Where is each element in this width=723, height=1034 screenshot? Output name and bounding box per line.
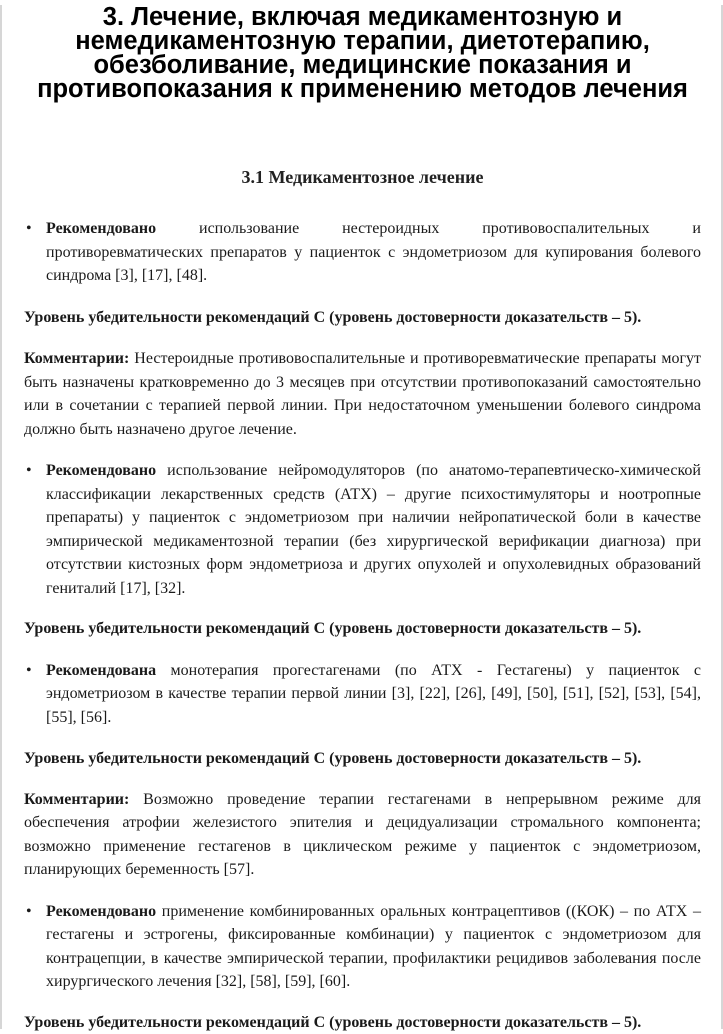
recommendation-item: [24, 459, 701, 600]
recommendation-body: использование нестероидных противовоспалительных и противоревматических препаратов у пациенток с эндометриозом для купирования болевого синдрома [3], [17], [48].: [46, 220, 701, 284]
document-page: [0, 5, 723, 1029]
recommendation-lead: Рекомендовано: [46, 220, 156, 237]
subsection-heading: 3.1 Медикаментозное лечение: [24, 167, 701, 188]
recommendation-item: [24, 217, 701, 288]
bullet-icon: •: [24, 900, 46, 994]
recommendation-item: [24, 900, 701, 994]
comment-body: Нестероидные противовоспалительные и противоревматические препараты могут быть назначены кратковременно до 3 месяцев при отсутствии противопоказаний самостоятельно или в сочетании с терапией первой линии. При недостаточном уменьшении болевого синдрома должно быть назначено другое лечение.: [24, 350, 701, 438]
comment-lead: Комментарии:: [24, 350, 129, 367]
recommendation-item: [24, 659, 701, 730]
comment-lead: Комментарии:: [24, 791, 129, 808]
bullet-icon: •: [24, 659, 46, 730]
recommendation-body: использование нейромодуляторов (по анатомо-терапевтическо-химической классификации лекарственных средств (АТХ) – другие психостимуляторы и ноотропные препараты) у пациенток с эндометриозом при наличии нейропатической боли в качестве эмпирической медикаментозной терапии (без хирургической верификации диагноза) при отсутствии кистозных форм эндометриоза и других опухолей и опухолевидных образований гениталий [17], [32].: [46, 462, 701, 597]
recommendation-lead: Рекомендовано: [46, 903, 156, 920]
recommendation-text: [46, 900, 701, 994]
recommendation-body: применение комбинированных оральных контрацептивов ((КОК) – по АТХ – гестагены и эстрогены, фиксированные комбинации) у пациенток с эндометриозом для контрацепции, в качестве эмпирической терапии, профилактики рецидивов заболевания после хирургического лечения [32], [58], [59], [60].: [46, 903, 701, 991]
bullet-icon: •: [24, 459, 46, 600]
recommendation-lead: Рекомендовано: [46, 462, 156, 479]
evidence-level: Уровень убедительности рекомендаций C (уровень достоверности доказательств – 5).: [24, 747, 701, 771]
evidence-level: Уровень убедительности рекомендаций C (уровень достоверности доказательств – 5).: [24, 617, 701, 641]
recommendation-lead: Рекомендована: [46, 662, 156, 679]
recommendation-text: [46, 659, 701, 730]
recommendation-body: монотерапия прогестагенами (по АТХ - Гестагены) у пациенток с эндометриозом в качестве терапии первой линии [3], [22], [26], [49], [50], [51], [52], [53], [54], [55], [56].: [46, 662, 701, 726]
comment-body: Возможно проведение терапии гестагенами в непрерывном режиме для обеспечения атрофии железистого эпителия и децидуализации стромального компонента; возможно применение гестагенов в циклическом режиме у пациенток с эндометриозом, планирующих беременность [57].: [24, 791, 701, 879]
comment-paragraph: [24, 788, 701, 882]
recommendation-text: [46, 459, 701, 600]
evidence-level: Уровень убедительности рекомендаций C (уровень достоверности доказательств – 5).: [24, 306, 701, 330]
comment-paragraph: [24, 347, 701, 441]
bullet-icon: •: [24, 217, 46, 288]
recommendation-text: [46, 217, 701, 288]
evidence-level: Уровень убедительности рекомендаций C (уровень достоверности доказательств – 5).: [24, 1011, 701, 1034]
section-heading: 3. Лечение, включая медикаментозную и немедикаментозную терапии, диетотерапию, обезболивание, медицинские показания и противопоказания к применению методов лечения: [24, 5, 701, 101]
